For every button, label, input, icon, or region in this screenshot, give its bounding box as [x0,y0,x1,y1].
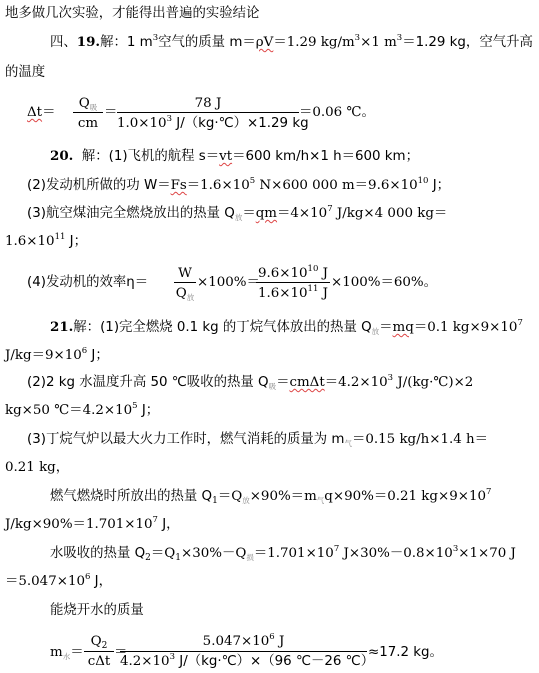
q20-frac2-bar [256,282,330,283]
subscript: 2 [101,641,108,651]
exp: 7 [485,487,492,497]
q21-line8 [5,516,180,533]
exp: 6 [84,572,91,582]
q21-l9a: 水吸收的热量 Q [50,546,146,561]
q20-line5-mid [197,274,260,291]
q19-frac2-bar [117,112,299,113]
q21-l9b: ＝Q [150,546,176,561]
q21-l10b: J， [90,574,113,589]
q20-line1 [50,148,419,165]
q20-frac2-num [256,266,330,282]
q21-l10a: ＝5.047×10 [5,574,85,589]
q19-text-e: ＝1.29 kg，空气升高 [402,35,533,50]
q21-line6 [5,459,69,476]
q21-l8b: J， [157,517,180,532]
frac-den-b: J/（kg·℃）×1.29 kg [171,116,309,131]
q21-l2b: J； [87,348,109,363]
section-label: 四、 [50,35,77,50]
eq-sign: ＝ [70,645,84,660]
q20-l1b: ＝600 km/h×1 h＝600 km； [232,149,419,164]
q21-l9e: J×30%－0.8×10 [339,546,453,561]
result-text: ≈17.2 kg。 [368,645,443,660]
q21-l3c: J/(kg·℃)×2 [393,375,474,390]
q21-result [368,644,443,661]
q21-line3 [27,374,473,391]
subscript: 2 [145,553,151,563]
result-text: ＝0.06 ℃。 [299,105,375,120]
q21-l4b: J； [137,403,160,418]
exp: 7 [152,515,158,525]
qm: qm [255,206,278,221]
q21-frac2-bar [120,651,367,652]
q20-frac1-num [174,266,196,282]
subscript: 1 [175,553,181,563]
q19-number: 19. [76,34,101,50]
eq-sign: ＝ [42,105,56,120]
q19-frac1-den [73,116,103,132]
frac-num-b: J [318,266,328,281]
q20-line5-lead [27,274,148,291]
q20-line5-end [331,274,437,291]
cmdt: cmΔt [289,375,325,390]
dt-symbol: Δt [27,105,43,120]
subscript: 水 [62,652,71,661]
exp: 11 [54,232,66,242]
exp: 3 [152,33,159,43]
q20-number: 20. [50,148,74,164]
carryover-text: 地多做几次实验，才能得出普遍的实验结论 [5,6,260,21]
q20-l3a: (3)航空煤油完全燃烧放出的热量 Q [27,206,235,221]
q19-text-b: 空气的质量 m＝ [158,35,256,50]
q21-line11 [50,602,144,619]
q20-l2b: ＝1.6×10 [186,178,250,193]
carryover-line [5,5,259,22]
q19-frac2-den [117,114,309,132]
q19-text-c: ＝1.29 kg/m [273,35,355,50]
exp: 3 [452,544,459,554]
q21-l3a: (2)2 kg 水温度升高 50 ℃吸收的热量 Q [27,375,269,390]
q20-line2 [27,177,450,194]
q21-line2 [5,347,109,364]
q21-l7c: ×90%＝m [249,489,317,504]
q-symbol: Q [78,96,90,111]
q19-line2 [5,64,45,81]
q21-l3b: ＝4.2×10 [324,375,388,390]
exp: 7 [327,204,333,214]
q19-frac2-num [117,96,299,112]
exp: 6 [81,346,88,356]
q20-line3 [27,205,447,222]
end-text: ×100%＝60%。 [331,275,438,290]
exp: 10 [307,264,319,274]
subscript: 放 [234,213,243,222]
q21-line5 [27,431,488,448]
q21-l7d: q×90%＝0.21 kg×9×10 [324,489,486,504]
m-symbol: m [50,645,63,660]
exp: 3 [387,373,394,383]
frac-num-a: 5.047×10 [202,634,270,649]
q21-frac1-bar [84,651,114,652]
exp: 10 [417,176,429,186]
exp: 3 [169,652,175,662]
q20-l3c: J/kg×4 000 kg＝ [332,206,448,221]
subscript: 吸 [89,103,98,112]
exp: 5 [132,401,138,411]
subscript: 放 [371,327,380,336]
q20-l4a: 1.6×10 [5,234,55,249]
exp: 3 [354,33,361,43]
exp: 3 [396,33,403,43]
vt: vt [219,149,233,164]
q20-l2a: (2)发动机所做的功 W＝ [27,178,171,193]
subscript: 气 [344,439,352,448]
q21-l11: 能烧开水的质量 [50,603,144,618]
exp: 3 [166,114,172,124]
q21-line7 [50,488,491,510]
q19-result [299,104,375,121]
q20-l1: 解：(1)飞机的航程 s＝ [81,149,220,164]
q21-l7a: 燃气燃烧时所放出的热量 Q [50,489,213,504]
q21-line4 [5,402,159,419]
q19-frac1-bar [73,112,103,113]
subscript: 放 [186,293,195,302]
q19-eq2 [104,104,117,121]
frac-den-b: J [318,286,328,301]
q21-l7b: ＝Q [217,489,243,504]
exp: 5 [249,176,256,186]
eq-sign: ＝ [114,645,128,660]
q21-l5b: ＝0.15 kg/h×1.4 h＝ [351,432,489,447]
q19-frac1-num [73,96,103,112]
subscript: 放 [242,496,250,505]
subscript: 吸 [268,382,277,391]
q21-l5a: (3)丁烷气炉以最大火力工作时，燃气消耗的质量为 m [27,432,345,447]
exp: 7 [517,318,523,328]
q20-frac2-den [256,286,330,302]
q20-l4b: J； [65,234,87,249]
frac-num: W [178,266,192,281]
frac-num-a: 9.6×10 [257,266,308,281]
q21-frac2-num [120,634,367,650]
q21-l1a: 解：(1)完全燃烧 0.1 kg 的丁烷气体放出的热量 Q [73,320,372,335]
q20-l2c: N×600 000 m＝9.6×10 [255,178,418,193]
eq-sign: ＝ [379,320,393,335]
q20-l5a: (4)发动机的效率η＝ [27,275,149,290]
q19-line2-text: 的温度 [5,65,46,80]
q21-l6: 0.21 kg， [5,460,70,475]
fs: Fs [170,178,187,193]
q19-rhov: ρV [255,35,274,50]
q20-line4 [5,233,87,250]
q21-l8a: J/kg×90%＝1.701×10 [5,517,153,532]
q19-text-d: ×1 m [360,35,397,50]
eq-sign: ＝ [242,206,256,221]
subscript: 损 [246,553,254,562]
subscript: 气 [316,496,325,505]
frac-num-b: J [274,634,285,649]
frac-den: cm [77,116,99,131]
q19-line1 [50,34,533,51]
q21-line12-lead [50,644,84,661]
q20-l2d: J； [428,178,451,193]
q20-frac1-den [174,286,196,302]
q20-frac1-bar [174,282,196,283]
frac-den: Q [175,286,187,301]
q21-l1b: ＝0.1 kg×9×10 [413,320,518,335]
q21-line10 [5,573,112,590]
frac-den-a: 1.0×10 [117,116,167,131]
q21-l2a: J/kg＝9×10 [5,348,82,363]
q21-l9f: ×1×70 J [458,546,516,561]
subscript: 1 [212,496,218,506]
frac-den-b: J/（kg·℃）×（96 ℃－26 ℃） [174,654,375,669]
eq-sign: ＝ [104,105,118,120]
q21-l9d: ＝1.701×10 [253,546,334,561]
q21-line9 [50,545,516,567]
frac-den-a: 1.6×10 [257,286,308,301]
frac-den-a: 4.2×10 [120,654,170,669]
exp: 6 [269,632,275,642]
mid-text: ×100%＝ [197,275,260,290]
q21-frac1-den [84,654,114,670]
q21-line1 [50,319,523,336]
exp: 7 [333,544,340,554]
mq: mq [392,320,414,335]
eq-sign: ＝ [276,375,290,390]
q19-text-a: 解：1 m [100,35,153,50]
q19-dt-label [27,104,55,121]
exp: 11 [307,284,319,294]
q21-frac2-den [120,652,375,670]
q20-l3b: ＝4×10 [277,206,328,221]
q21-l9c: ×30%－Q [180,546,247,561]
frac-num: 78 J [194,96,222,111]
q21-l4a: kg×50 ℃＝4.2×10 [5,403,133,418]
frac-num: Q [90,634,102,649]
q21-number: 21. [50,319,74,335]
frac-den: cΔt [87,654,111,669]
